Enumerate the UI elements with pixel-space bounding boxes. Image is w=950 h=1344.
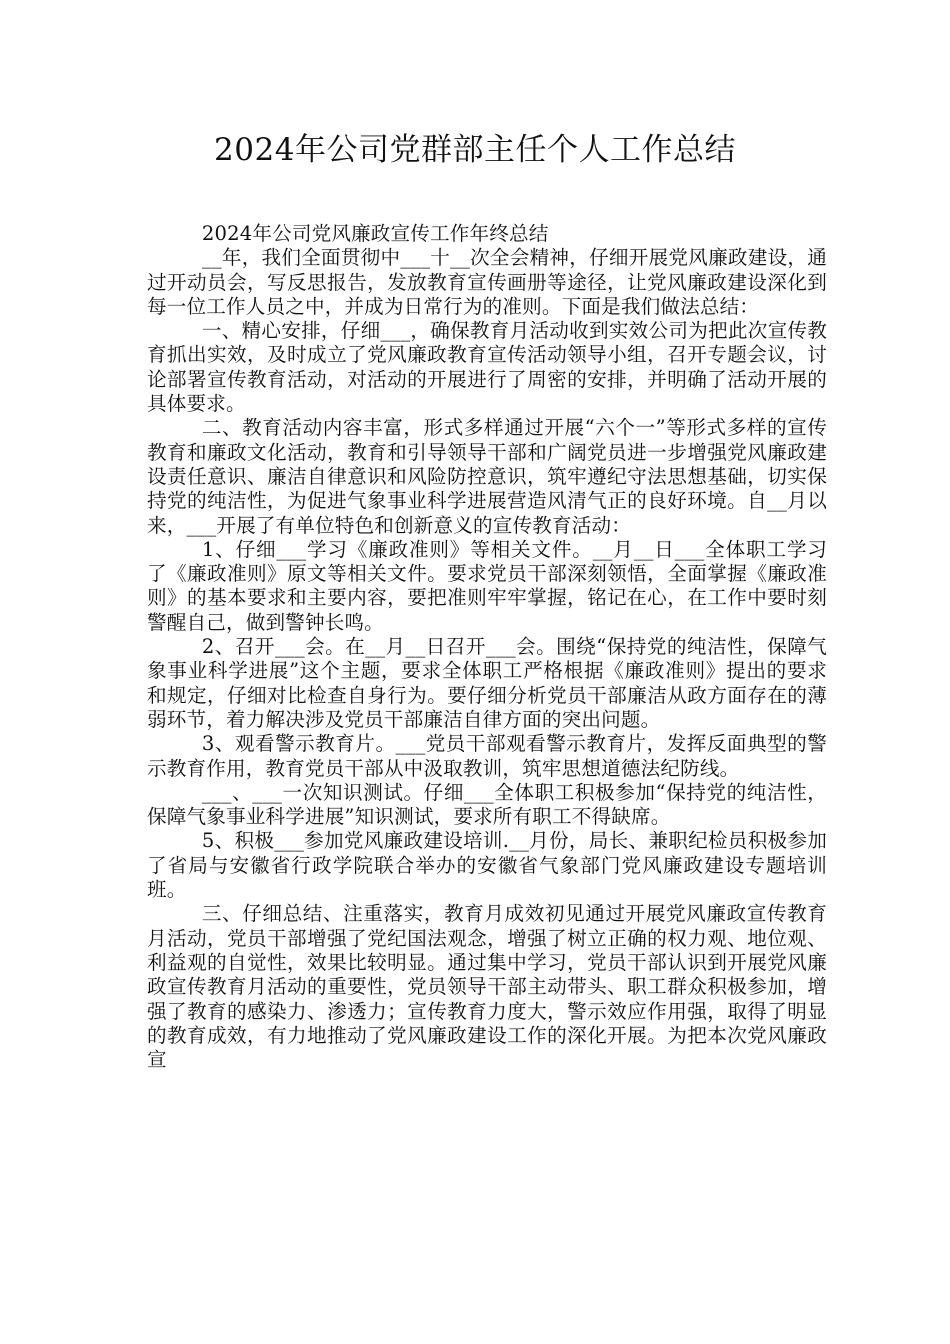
paragraph-section-1: 一、精心安排，仔细___，确保教育月活动收到实效公司为把此次宣传教育抓出实效，及时成立了党风廉政教育宣传活动领导小组，召开专题会议，讨论部署宣传教育活动，对活动的开展进行了周密的安排，并明确了活动开展的具体要求。 [147, 319, 827, 416]
paragraph-item-2: 2、召开___会。在__月__日召开___会。围绕“保持党的纯洁性，保障气象事业科学进展”这个主题，要求全体职工严格根据《廉政准则》提出的要求和规定，仔细对比检查自身行为。要仔细分析党员干部廉洁从政方面存在的薄弱环节，着力解决涉及党员干部廉洁自律方面的突出问题。 [147, 635, 827, 731]
paragraph-item-5: 5、积极___参加党风廉政建设培训.__月份，局长、兼职纪检员积极参加了省局与安徽省行政学院联合举办的安徽省气象部门党风廉政建设专题培训班。 [147, 829, 827, 902]
document-body [147, 222, 827, 1072]
paragraph-item-3: 3、观看警示教育片。___党员干部观看警示教育片，发挥反面典型的警示教育作用，教育党员干部从中汲取教训，筑牢思想道德法纪防线。 [147, 732, 827, 780]
paragraph-item-4: ___、___一次知识测试。仔细___全体职工积极参加“保持党的纯洁性，保障气象事业科学进展”知识测试，要求所有职工不得缺席。 [147, 780, 827, 829]
paragraph-section-2: 二、教育活动内容丰富，形式多样通过开展“六个一”等形式多样的宣传教育和廉政文化活动，教育和引导领导干部和广阔党员进一步增强党风廉政建设责任意识、廉洁自律意识和风险防控意识，筑牢遵纪守法思想基础，切实保持党的纯洁性，为促进气象事业科学进展营造风清气正的良好环境。自__月以来，___开展了有单位特色和创新意义的宣传教育活动： [147, 416, 827, 537]
paragraph-section-3: 三、仔细总结、注重落实，教育月成效初见通过开展党风廉政宣传教育月活动，党员干部增强了党纪国法观念，增强了树立正确的权力观、地位观、利益观的自觉性，效果比较明显。通过集中学习，党员干部认识到开展党风廉政宣传教育月活动的重要性，党员领导干部主动带头、职工群众积极参加，增强了教育的感染力、渗透力；宣传教育力度大，警示效应作用强，取得了明显的教育成效，有力地推动了党风廉政建设工作的深化开展。为把本次党风廉政宣 [147, 902, 827, 1072]
paragraph-intro: __年，我们全面贯彻中___十__次全会精神，仔细开展党风廉政建设，通过开动员会，写反思报告，发放教育宣传画册等途径，让党风廉政建设深化到每一位工作人员之中，并成为日常行为的准则。下面是我们做法总结： [147, 246, 827, 318]
document-subtitle: 2024年公司党风廉政宣传工作年终总结 [201, 222, 549, 245]
document-title: 2024年公司党群部主任个人工作总结 [214, 132, 736, 168]
paragraph-item-1: 1、仔细___学习《廉政准则》等相关文件。__月__日___全体职工学习了《廉政准则》原文等相关文件。要求党员干部深刻领悟，全面掌握《廉政准则》的基本要求和主要内容，要把准则牢牢掌握，铭记在心，在工作中要时刻警醒自己，做到警钟长鸣。 [147, 537, 827, 634]
